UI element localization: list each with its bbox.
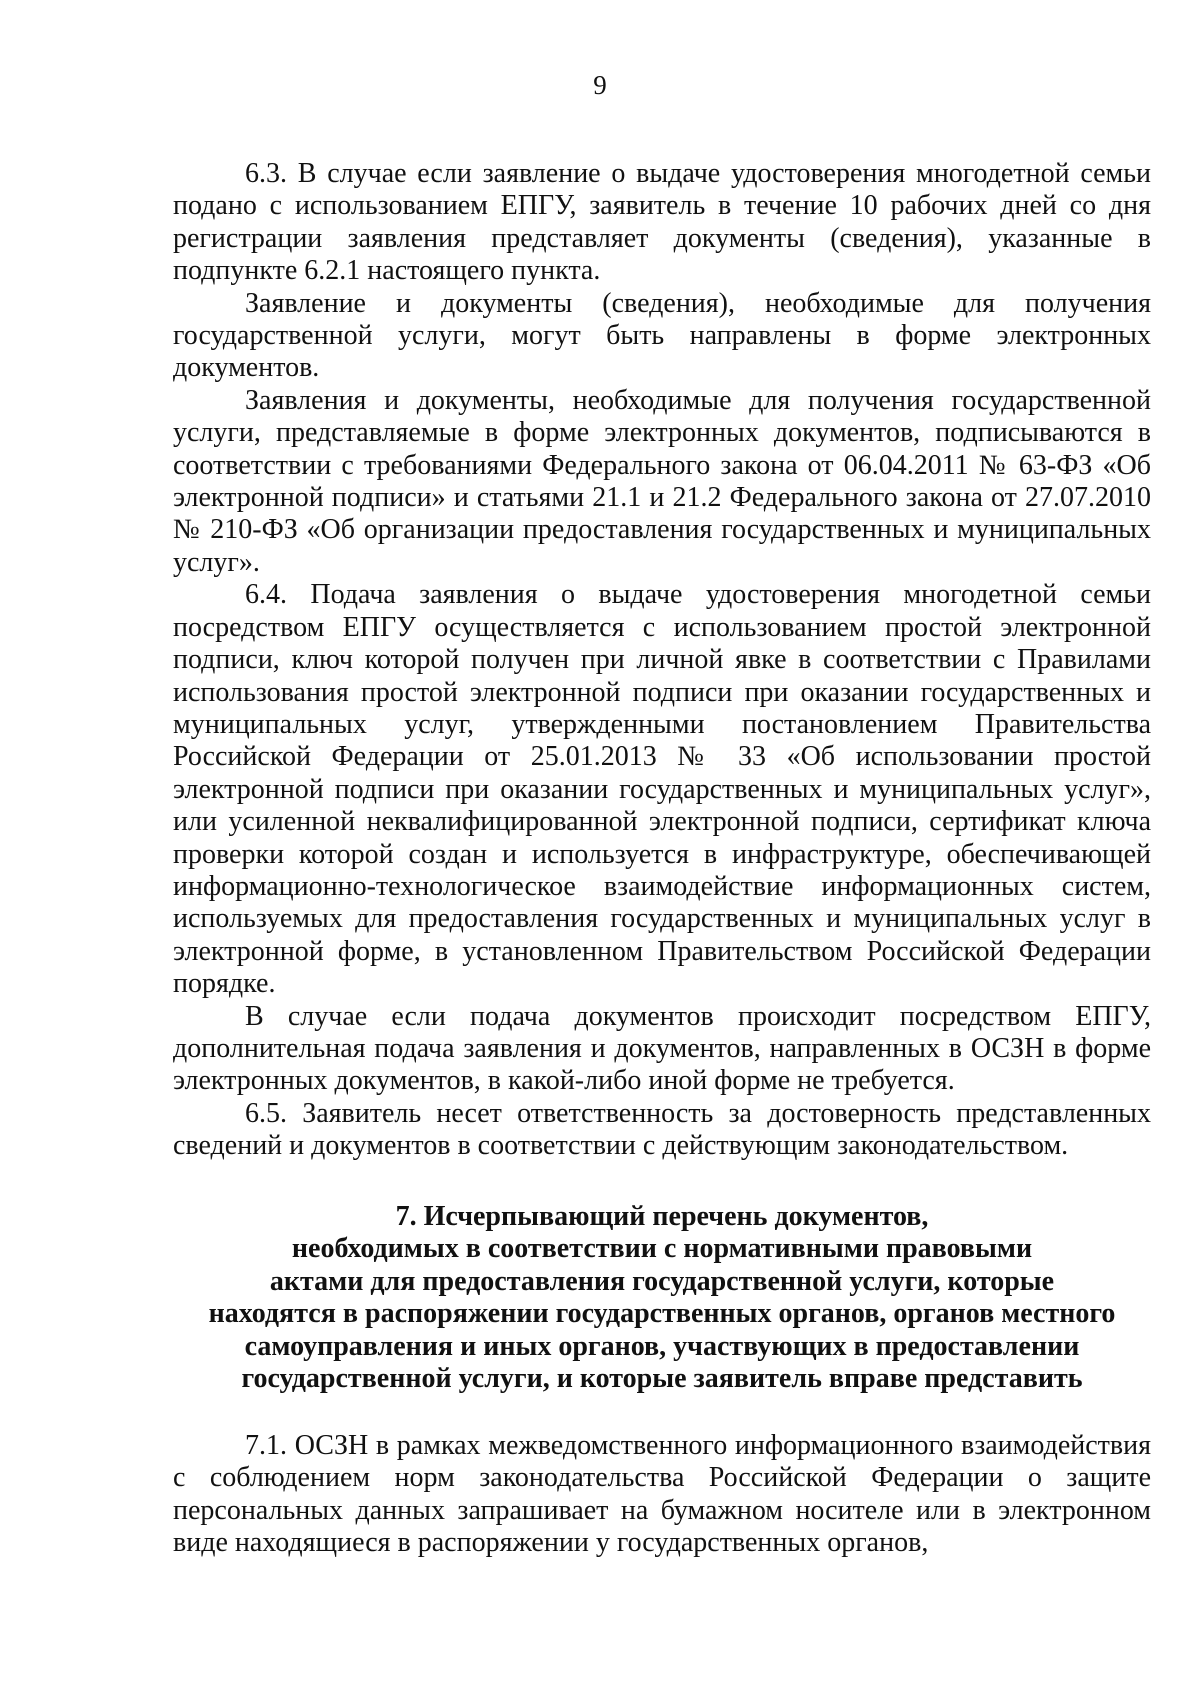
paragraph-electronic-forms: Заявление и документы (сведения), необходимые для получения государственной услуги, могут быть направлены в форме электронных документов.	[173, 287, 1151, 384]
paragraph-signature-requirements: Заявления и документы, необходимые для получения государственной услуги, представляемые в форме электронных документов, подписываются в соответствии с требованиями Федерального закона от 06.04.2011 № 63-ФЗ «Об электронной подписи» и статьями 21.1 и 21.2 Федерального закона от 27.07.2010 № 210-ФЗ «Об организации предоставления государственных и муниципальных услуг».	[173, 384, 1151, 578]
document-body-continued	[173, 1430, 1151, 1560]
heading-line: находятся в распоряжении государственных органов, органов местного	[208, 1298, 1116, 1330]
heading-line: самоуправления и иных органов, участвующих в предоставлении	[244, 1330, 1080, 1362]
section-7-heading	[173, 1201, 1151, 1395]
paragraph-6-5: 6.5. Заявитель несет ответственность за достоверность представленных сведений и документов в соответствии с действующим законодательством.	[173, 1097, 1151, 1162]
heading-line: государственной услуги, и которые заявитель вправе представить	[241, 1363, 1083, 1395]
paragraph-7-1: 7.1. ОСЗН в рамках межведомственного информационного взаимодействия с соблюдением норм законодательства Российской Федерации о защите персональных данных запрашивает на бумажном носителе или в электронном виде находящиеся в распоряжении у государственных органов,	[173, 1430, 1151, 1559]
heading-line: 7. Исчерпывающий перечень документов,	[395, 1201, 929, 1232]
paragraph-6-4: 6.4. Подача заявления о выдаче удостоверения многодетной семьи посредством ЕПГУ осуществляется с использованием простой электронной подписи, ключ которой получен при личной явке в соответствии с Правилами использования простой электронной подписи при оказании государственных и муниципальных услуг, утвержденными постановлением Правительства Российской Федерации от 25.01.2013 № 33 «Об использовании простой электронной подписи при оказании государственных и муниципальных услуг», или усиленной неквалифицированной электронной подписи, сертификат ключа проверки которой создан и используется в инфраструктуре, обеспечивающей информационно-технологическое взаимодействие информационных систем, используемых для предоставления государственных и муниципальных услуг в электронной форме, в установленном Правительством Российской Федерации порядке.	[173, 579, 1151, 1000]
heading-line: актами для предоставления государственной услуги, которые	[269, 1265, 1055, 1297]
paragraph-no-additional-submission: В случае если подача документов происходит посредством ЕПГУ, дополнительная подача заявления и документов, направленных в ОСЗН в форме электронных документов, в какой-либо иной форме не требуется.	[173, 1000, 1151, 1097]
heading-line: необходимых в соответствии с нормативными правовыми	[291, 1233, 1033, 1265]
page-number: 9	[593, 70, 607, 100]
paragraph-6-3: 6.3. В случае если заявление о выдаче удостоверения многодетной семьи подано с использованием ЕПГУ, заявитель в течение 10 рабочих дней со дня регистрации заявления представляет документы (сведения), указанные в подпункте 6.2.1 настоящего пункта.	[173, 158, 1151, 287]
document-body	[173, 158, 1151, 1163]
